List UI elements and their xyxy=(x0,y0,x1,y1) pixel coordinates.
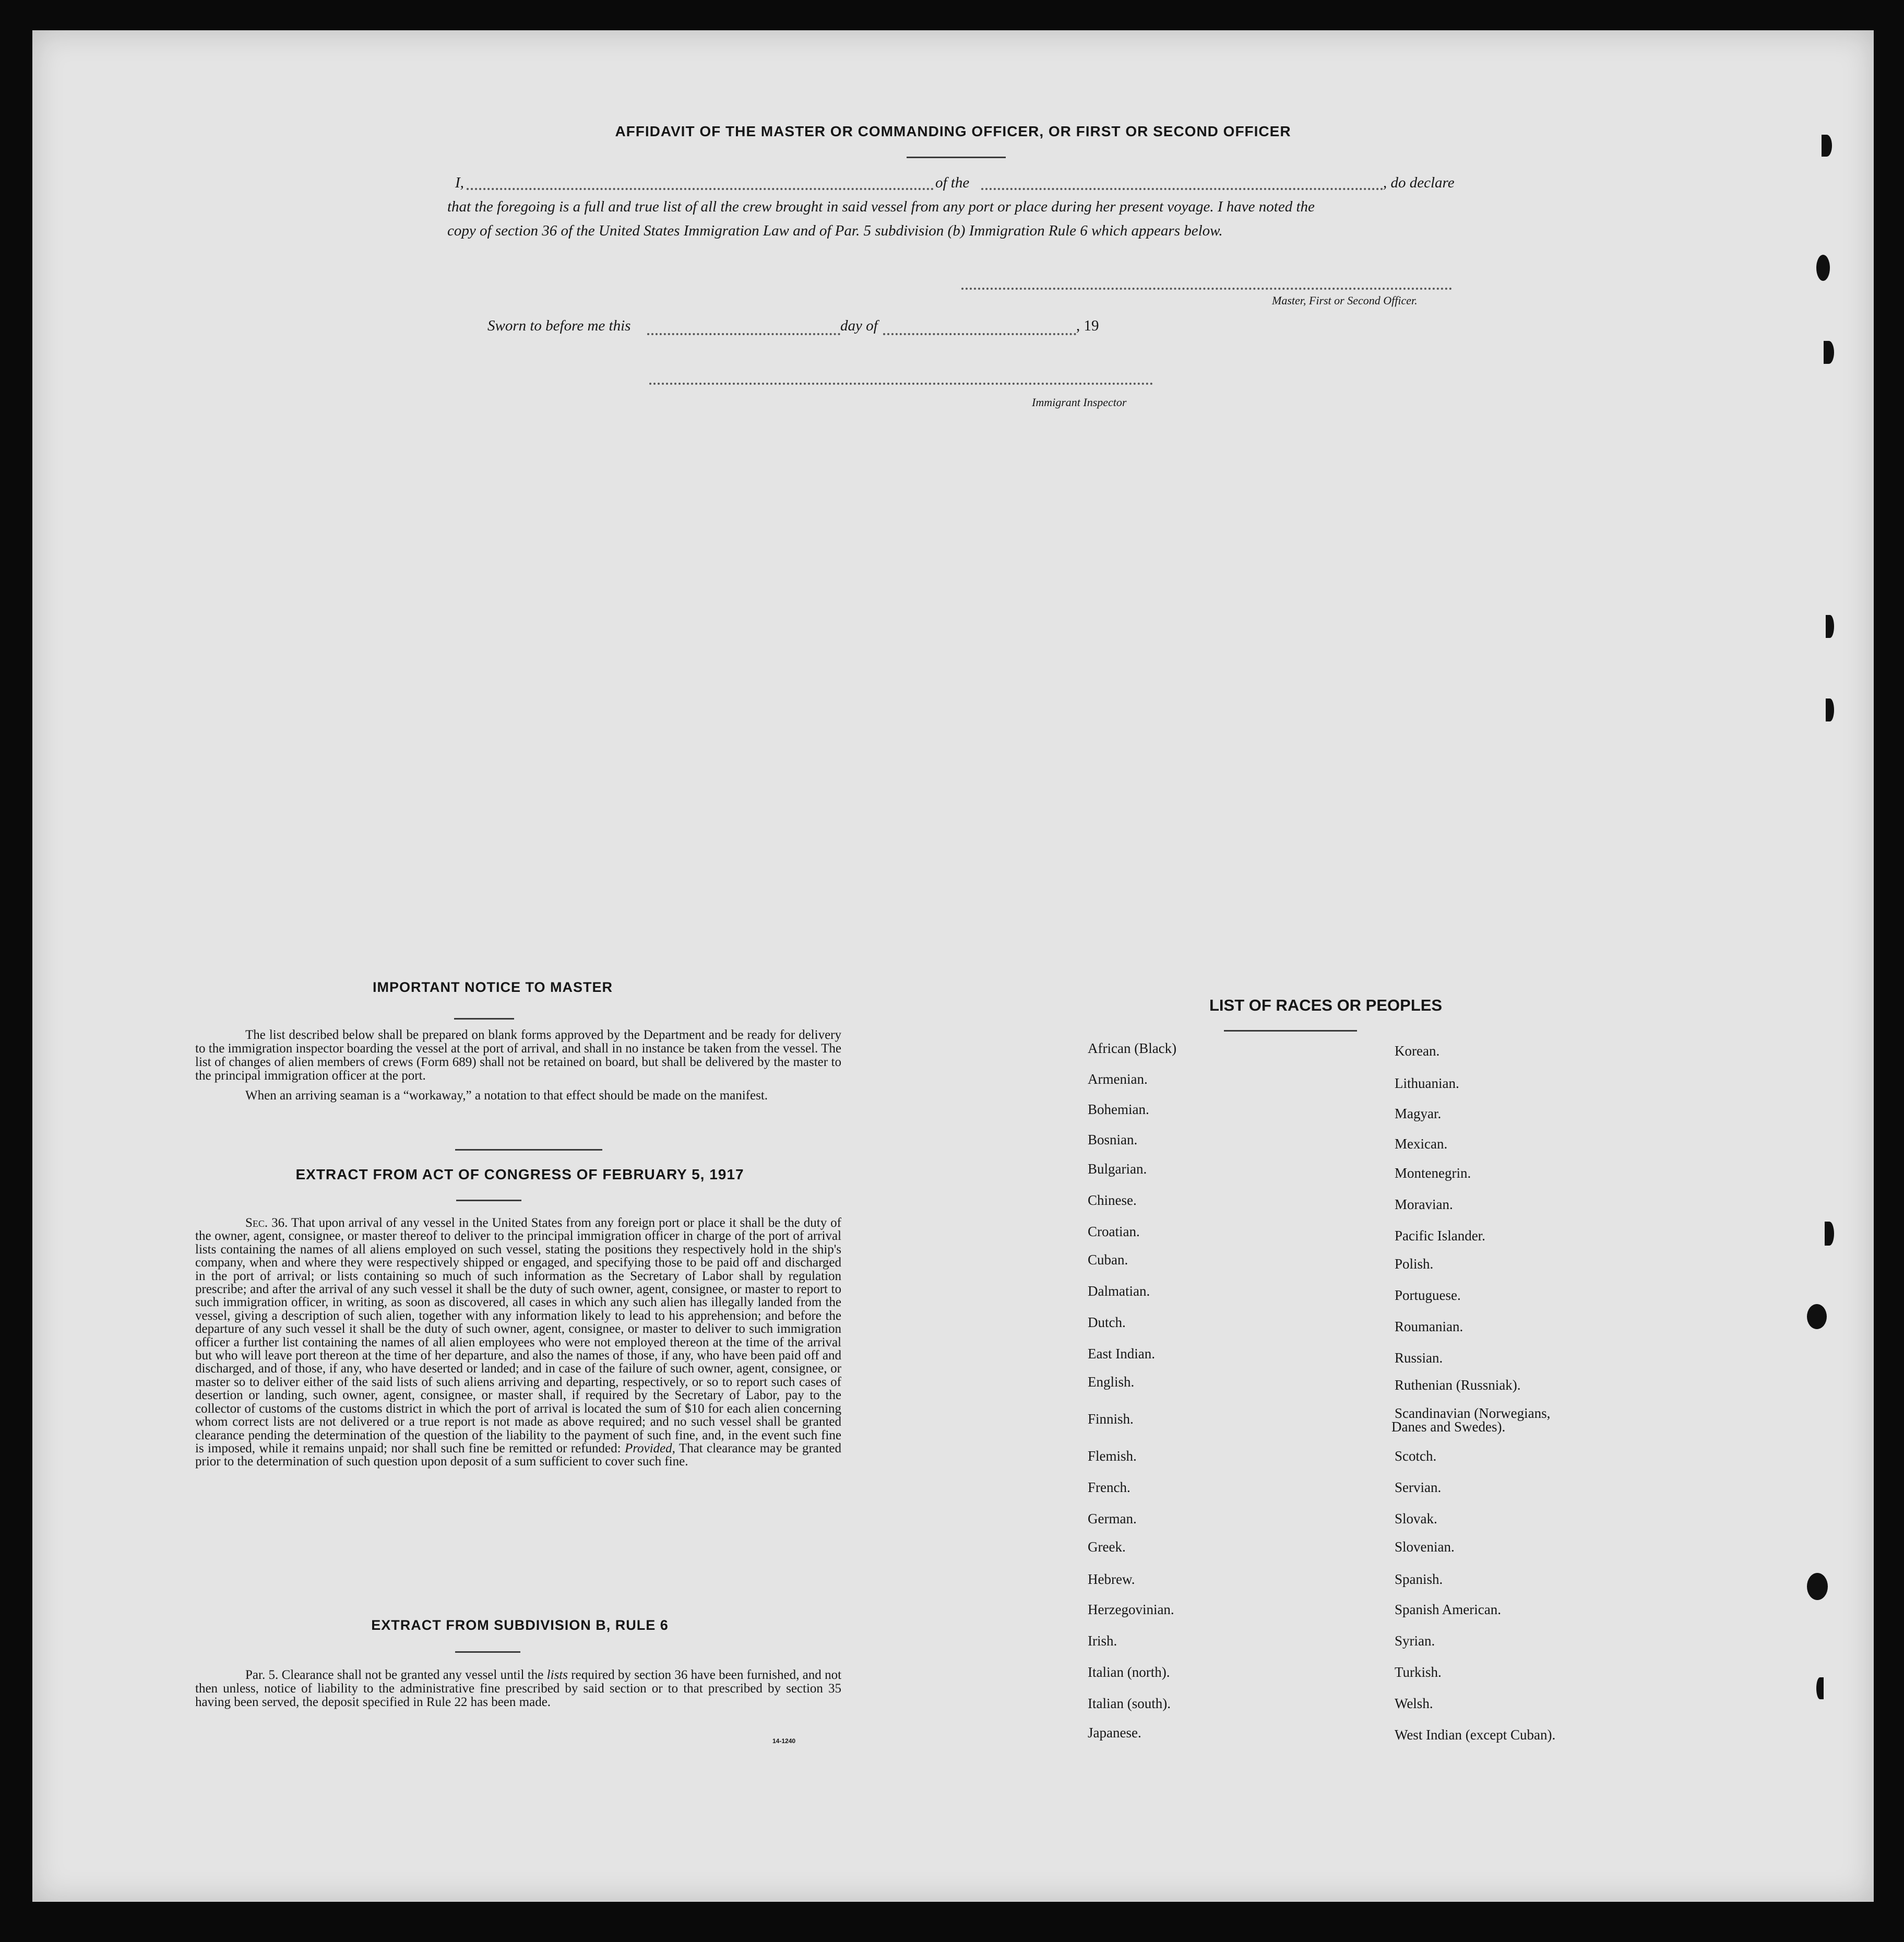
race-item: Ruthenian (Russniak). xyxy=(1395,1377,1521,1393)
race-item: Welsh. xyxy=(1395,1696,1433,1711)
race-item: Scotch. xyxy=(1395,1448,1437,1464)
master-signature-line[interactable] xyxy=(961,288,1452,290)
race-item: Servian. xyxy=(1395,1479,1442,1495)
rule-text-start: Par. 5. Clearance shall not be granted any vessel until the xyxy=(245,1668,544,1682)
race-item: Roumanian. xyxy=(1395,1319,1463,1334)
race-item: Portuguese. xyxy=(1395,1287,1461,1303)
sworn-day-blank[interactable] xyxy=(647,333,840,335)
race-item: Herzegovinian. xyxy=(1088,1602,1174,1617)
affidavit-i-label: I, xyxy=(455,174,464,191)
race-item: East Indian. xyxy=(1088,1346,1155,1361)
binder-mark xyxy=(1826,615,1834,638)
race-item: French. xyxy=(1088,1479,1130,1495)
section-36-ending: That clearance may be granted prior to the determination of such question upon deposit of a sum sufficient to cover such fine. xyxy=(195,1441,841,1469)
race-item: Bosnian. xyxy=(1088,1132,1138,1147)
binder-mark xyxy=(1824,341,1834,364)
binder-mark xyxy=(1816,1677,1824,1699)
race-item: Dutch. xyxy=(1088,1315,1126,1330)
race-item: Japanese. xyxy=(1088,1725,1141,1740)
race-item: Danes and Swedes). xyxy=(1391,1419,1506,1435)
notice-paragraph-2: When an arriving seaman is a “workaway,” a notation to that effect should be made on the manifest. xyxy=(245,1088,768,1103)
extract-rule-title: EXTRACT FROM SUBDIVISION B, RULE 6 xyxy=(371,1617,669,1633)
race-item: Montenegrin. xyxy=(1395,1165,1471,1181)
rule-text-end: required by section 36 have been furnished, and not then unless, notice of liability to the administrative fine prescribed by said section or to that prescribed by section 35 having been served, the deposit specified in Rule 22 has been made. xyxy=(195,1668,842,1709)
race-item: Pacific Islander. xyxy=(1395,1228,1485,1244)
race-item: Magyar. xyxy=(1395,1106,1442,1121)
race-item: Croatian. xyxy=(1088,1224,1140,1239)
affidavit-line2: that the foregoing is a full and true list of all the crew brought in said vessel from any port or place during her present voyage. I have noted the xyxy=(447,198,1315,215)
race-item: Dalmatian. xyxy=(1088,1283,1150,1299)
race-item: English. xyxy=(1088,1374,1135,1390)
race-item: Polish. xyxy=(1395,1256,1434,1272)
race-item: Finnish. xyxy=(1088,1411,1134,1427)
notice-title: IMPORTANT NOTICE TO MASTER xyxy=(373,979,613,995)
binder-mark xyxy=(1826,698,1834,721)
affidavit-title: AFFIDAVIT OF THE MASTER OR COMMANDING OFFICER, OR FIRST OR SECOND OFFICER xyxy=(615,123,1291,139)
document-page xyxy=(32,30,1874,1902)
extract-rule-text xyxy=(195,1668,841,1709)
race-item: German. xyxy=(1088,1511,1137,1526)
race-item: Scandinavian (Norwegians, xyxy=(1395,1405,1551,1421)
race-item: Irish. xyxy=(1088,1633,1117,1649)
inspector-caption: Immigrant Inspector xyxy=(1032,396,1127,409)
binder-mark xyxy=(1816,255,1830,281)
section-36-body: That upon arrival of any vessel in the United States from any foreign port or place it shall be the duty of the owner, agent, consignee, or master thereof to deliver to the principal immigration officer in charge of the port of arrival lists containing the names of all aliens employed on such vessel, stating the positions they respectively hold in the ship's company, when and where they were respectively shipped or engaged, and specifying those to be paid off and discharged in the port of arrival; or lists containing so much of such information as the Secretary of Labor shall by regulation prescribe; and after the arrival of any such vessel it shall be the duty of such owner, agent, consignee, or master to report to such immigration officer, in writing, as soon as discovered, all cases in which any such alien has illegally landed from the vessel, giving a description of such alien, together with any information likely to lead to his apprehension; and before the departure of any such vessel it shall be the duty of such owner, agent, consignee, or master to deliver to such immigration officer a further list containing the names of all alien employees who were not employed thereon at the time of the arrival but who will leave port thereon at the time of her departure, and also the names of those, if any, who have been paid off and discharged, and of those, if any, who have deserted or landed; and in case of the failure of such owner, agent, consignee, or master so to deliver either of the said lists of such aliens arriving and departing, respectively, or so to report such cases of desertion or landing, such owner, agent, consignee, or master shall, if required by the Secretary of Labor, pay to the collector of customs of the customs district in which the port of arrival is located the sum of $10 for each alien concerning whom correct lists are not delivered or a true report is not made as above required; and no such vessel shall be granted clearance pending the determination of the question of the liability to the payment of such fine, and, in the event such fine is imposed, while it remains unpaid; nor shall such fine be remitted or refunded: xyxy=(195,1216,842,1455)
affidavit-divider xyxy=(907,157,1006,158)
binder-mark xyxy=(1807,1304,1827,1329)
inspector-signature-line[interactable] xyxy=(649,383,1153,385)
name-blank[interactable] xyxy=(467,188,934,190)
sworn-prefix: Sworn to before me this xyxy=(487,317,631,334)
race-item: Bohemian. xyxy=(1088,1102,1149,1117)
race-item: African (Black) xyxy=(1088,1040,1177,1056)
race-item: Russian. xyxy=(1395,1350,1443,1366)
race-item: Syrian. xyxy=(1395,1633,1435,1649)
affidavit-line3: copy of section 36 of the United States Immigration Law and of Par. 5 subdivision (b) Immigration Rule 6 which appears below. xyxy=(447,222,1223,239)
race-item: Italian (south). xyxy=(1088,1696,1171,1711)
sworn-year-label: , 19 xyxy=(1076,317,1099,334)
affidavit-declare-label: , do declare xyxy=(1383,174,1455,191)
race-item: Spanish. xyxy=(1395,1571,1443,1587)
extract-rule-divider xyxy=(455,1651,520,1653)
race-item: Korean. xyxy=(1395,1043,1440,1059)
affidavit-of-the-label: of the xyxy=(935,174,970,191)
race-item: Bulgarian. xyxy=(1088,1161,1147,1177)
binder-mark xyxy=(1807,1573,1828,1600)
race-item: Flemish. xyxy=(1088,1448,1137,1464)
section-label: Sec. 36. xyxy=(245,1216,288,1230)
race-item: Greek. xyxy=(1088,1539,1126,1555)
extract-act-title: EXTRACT FROM ACT OF CONGRESS OF FEBRUARY 5, 1917 xyxy=(295,1166,744,1182)
extract-act-divider xyxy=(456,1200,521,1201)
notice-paragraph-1: The list described below shall be prepared on blank forms approved by the Department and be ready for delivery to the immigration inspector boarding the vessel at the port of arrival, and shall in no instance be taken from the vessel. The list of changes of alien members of crews (Form 689) shall not be retained on board, but shall be delivered by the master to the principal immigration officer at the port. xyxy=(195,1028,841,1083)
sworn-month-blank[interactable] xyxy=(883,333,1076,335)
race-item: Lithuanian. xyxy=(1395,1075,1459,1091)
races-divider xyxy=(1224,1030,1357,1032)
race-item: Slovenian. xyxy=(1395,1539,1455,1555)
master-caption: Master, First or Second Officer. xyxy=(1272,294,1418,307)
race-item: Spanish American. xyxy=(1395,1602,1501,1617)
race-item: Moravian. xyxy=(1395,1197,1453,1212)
sworn-dayof-label: day of xyxy=(840,317,878,334)
extract-act-text xyxy=(195,1216,841,1469)
race-item: Cuban. xyxy=(1088,1252,1128,1268)
race-item: Hebrew. xyxy=(1088,1571,1135,1587)
race-item: Slovak. xyxy=(1395,1511,1437,1526)
binder-mark xyxy=(1822,135,1832,157)
race-item: Chinese. xyxy=(1088,1192,1137,1208)
race-item: Turkish. xyxy=(1395,1664,1442,1680)
race-item: Mexican. xyxy=(1395,1136,1448,1152)
form-number: 14-1240 xyxy=(772,1737,796,1745)
race-item: Italian (north). xyxy=(1088,1664,1170,1680)
vessel-blank[interactable] xyxy=(981,188,1383,190)
races-title: LIST OF RACES OR PEOPLES xyxy=(1209,996,1443,1014)
race-item: Armenian. xyxy=(1088,1071,1148,1087)
notice-section-divider xyxy=(455,1149,602,1151)
notice-divider xyxy=(454,1018,514,1020)
provided-word: Provided, xyxy=(624,1441,675,1455)
race-item: West Indian (except Cuban). xyxy=(1395,1727,1556,1743)
binder-mark xyxy=(1825,1222,1834,1246)
lists-word: lists xyxy=(546,1668,568,1682)
